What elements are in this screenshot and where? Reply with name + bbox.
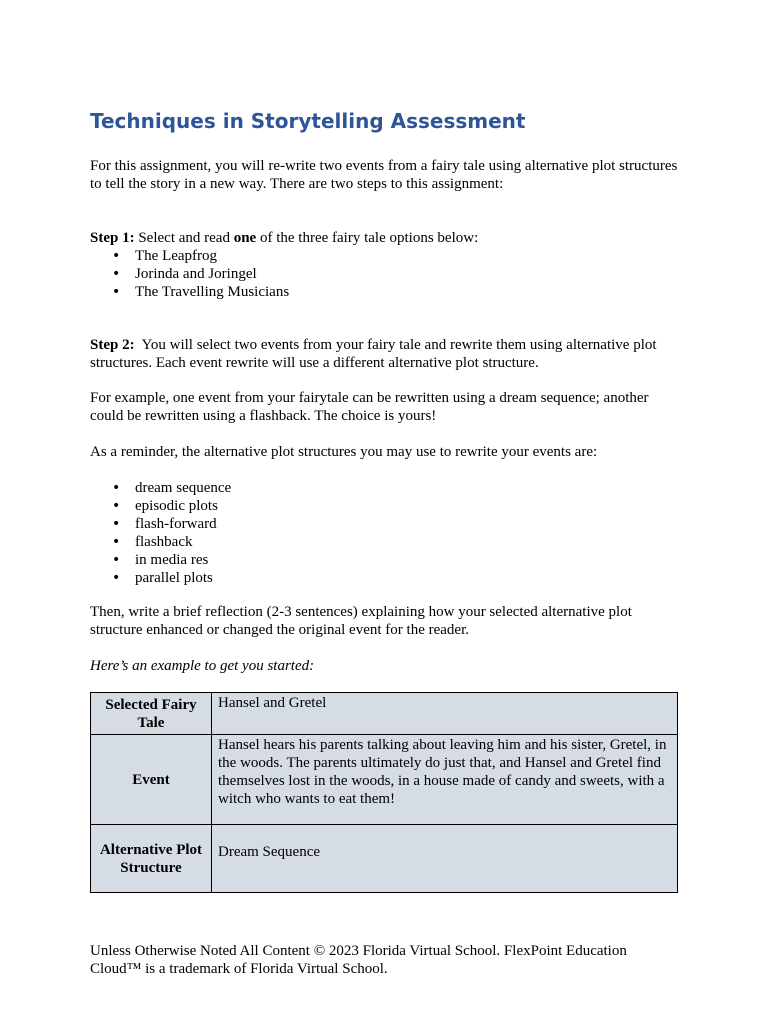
step-2-label: Step 2: — [90, 337, 135, 353]
step-1-paragraph — [90, 229, 680, 247]
example-intro: Here’s an example to get you started: — [90, 658, 315, 674]
table-row — [91, 825, 678, 893]
step-1-text-after: of the three fairy tale options below: — [256, 230, 479, 246]
plot-structures-list — [90, 479, 680, 587]
plot-structure-item: • parallel plots — [90, 569, 680, 587]
table-row-value: Hansel and Gretel — [212, 693, 678, 735]
fairy-tale-option: • The Travelling Musicians — [90, 283, 680, 301]
table-row-label: Event — [91, 735, 212, 825]
step-2-paragraph — [90, 336, 680, 372]
step-2-text: You will select two events from your fairy tale and rewrite them using alternative plot structures. Each event rewrite will use a different alternative plot structure. — [90, 337, 661, 371]
step-1-label: Step 1: — [90, 230, 135, 246]
table-row-value: Dream Sequence — [212, 825, 678, 893]
plot-structure-item: • flash-forward — [90, 515, 680, 533]
example-table — [90, 692, 678, 893]
plot-structure-item: • dream sequence — [90, 479, 680, 497]
step-1-emphasis: one — [233, 230, 257, 246]
fairy-tale-option: • The Leapfrog — [90, 247, 680, 265]
page-title: Techniques in Storytelling Assessment — [90, 109, 526, 133]
table-row-label: Alternative Plot Structure — [91, 825, 212, 893]
step-1-section — [90, 229, 680, 301]
reminder-paragraph: As a reminder, the alternative plot structures you may use to rewrite your events are: — [90, 444, 598, 460]
fairy-tale-option: • Jorinda and Joringel — [90, 265, 680, 283]
copyright-footer: Unless Otherwise Noted All Content © 2023 Florida Virtual School. FlexPoint Education Cloud™ is a trademark of Florida Virtual School. — [90, 943, 627, 977]
table-row — [91, 735, 678, 825]
table-row — [91, 693, 678, 735]
reflection-paragraph: Then, write a brief reflection (2-3 sentences) explaining how your selected alternative plot structure enhanced or changed the original event for the reader. — [90, 604, 632, 638]
table-row-label: Selected Fairy Tale — [91, 693, 212, 735]
fairy-tale-options-list — [90, 247, 680, 301]
table-row-value: Hansel hears his parents talking about leaving him and his sister, Gretel, in the woods. The parents ultimately do just that, and Hansel and Gretel find themselves lost in the woods, in a house made of candy and sweets, with a witch who wants to eat them! — [212, 735, 678, 825]
intro-paragraph: For this assignment, you will re-write two events from a fairy tale using alternative plot structures to tell the story in a new way. There are two steps to this assignment: — [90, 158, 678, 192]
step-1-text-before: Select and read — [134, 230, 234, 246]
plot-structure-item: • flashback — [90, 533, 680, 551]
plot-structure-item: • in media res — [90, 551, 680, 569]
example-paragraph: For example, one event from your fairytale can be rewritten using a dream sequence; another could be rewritten using a flashback. The choice is yours! — [90, 390, 649, 424]
plot-structure-item: • episodic plots — [90, 497, 680, 515]
